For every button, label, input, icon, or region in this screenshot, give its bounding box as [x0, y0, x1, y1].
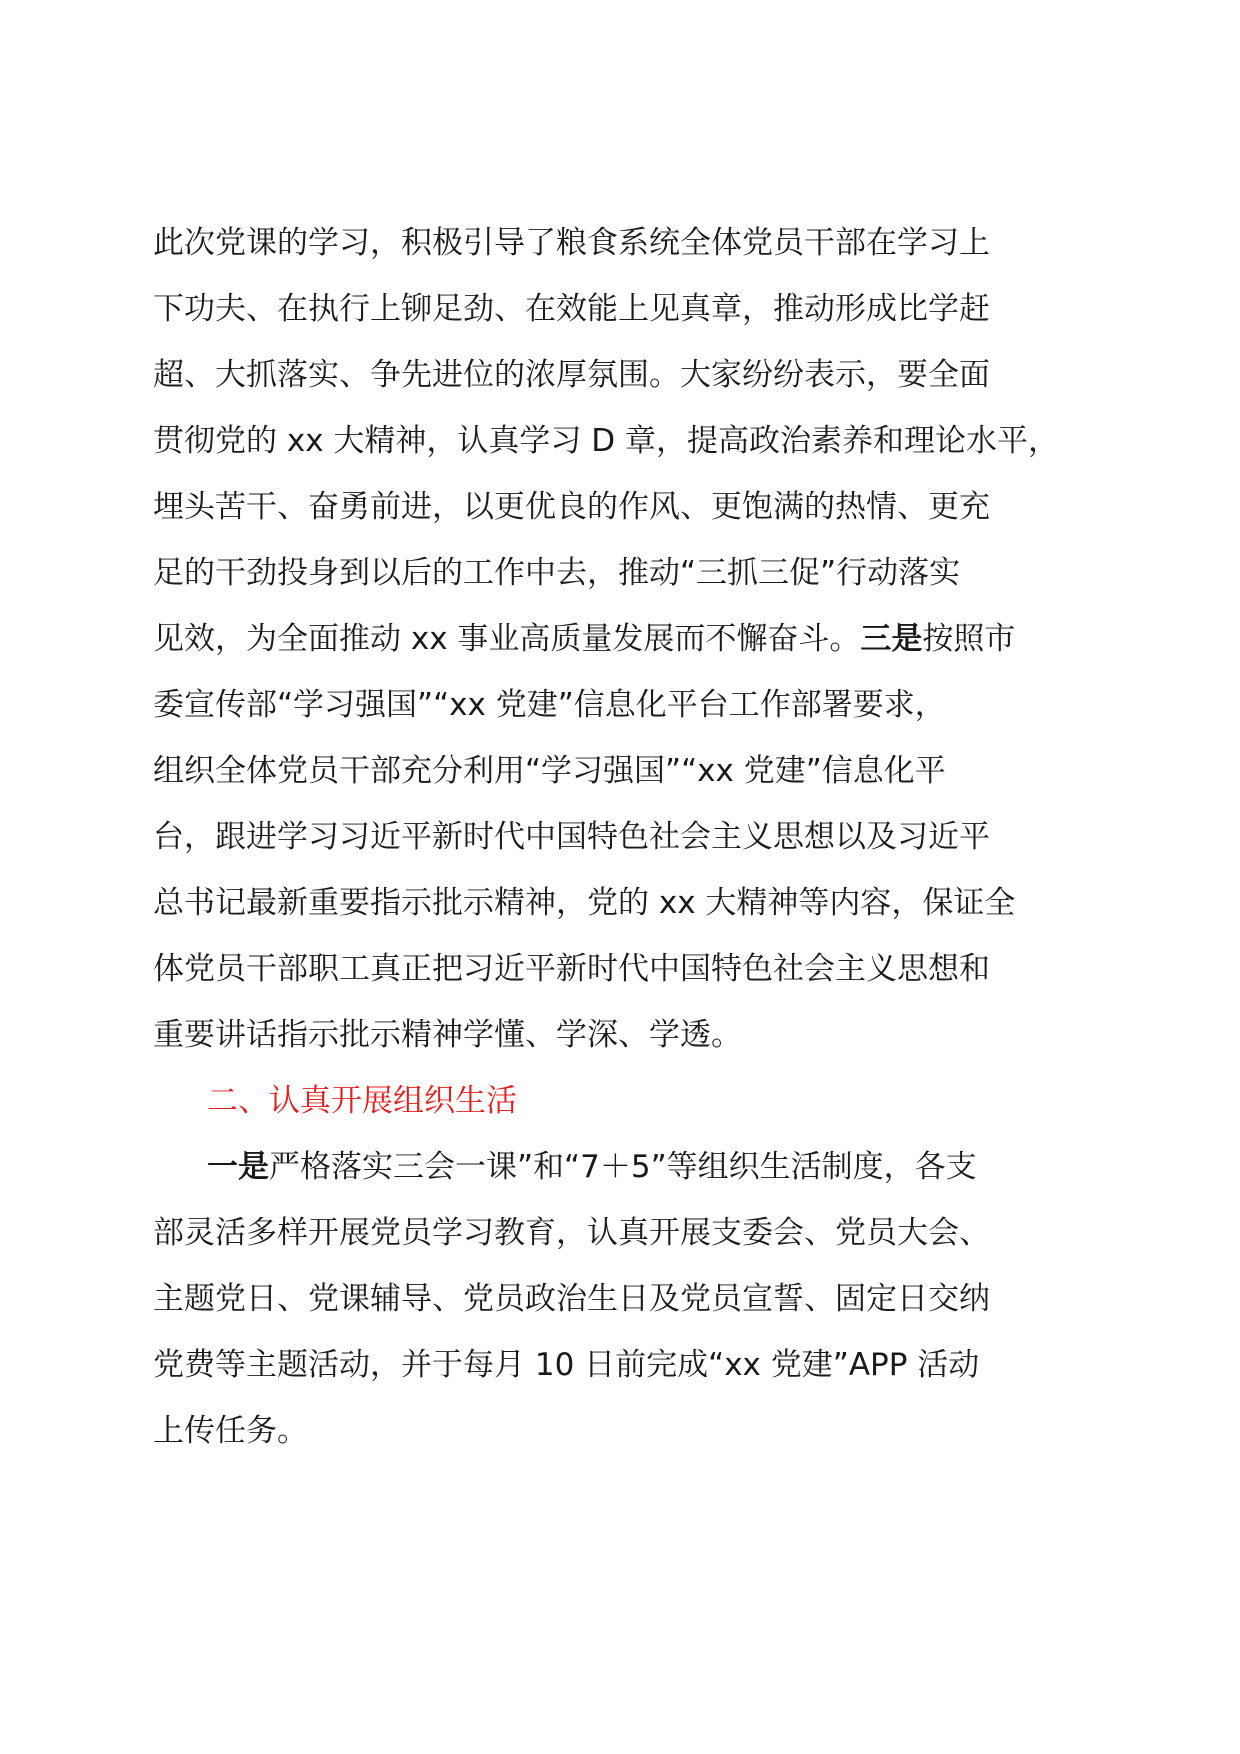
paragraph-line: 足的干劲投身到以后的工作中去，推动“三抓三促”行动落实 [153, 555, 961, 591]
paragraph-line: 埋头苦干、奋勇前进，以更优良的作风、更饱满的热情、更充 [153, 489, 990, 525]
paragraph-line: 超、大抓落实、争先进位的浓厚氛围。大家纷纷表示，要全面 [153, 357, 990, 393]
bold-lead-label: 三是 [860, 621, 923, 657]
paragraph-line: 部灵活多样开展党员学习教育，认真开展支委会、党员大会、 [153, 1215, 990, 1251]
paragraph-line: 下功夫、在执行上铆足劲、在效能上见真章，推动形成比学赶 [153, 291, 990, 327]
paragraph-text: 见效，为全面推动 xx 事业高质量发展而不懈奋斗。 [153, 621, 861, 657]
paragraph-text: 按照市 [922, 621, 1016, 657]
paragraph-line-mixed [153, 1134, 1113, 1200]
bold-lead-label: 一是 [207, 1149, 269, 1185]
paragraph-line: 体党员干部职工真正把习近平新时代中国特色社会主义思想和 [153, 951, 990, 987]
paragraph-line: 台，跟进学习习近平新时代中国特色社会主义思想以及习近平 [153, 819, 990, 855]
paragraph-line: 党费等主题活动，并于每月 10 日前完成“xx 党建”APP 活动 [153, 1347, 980, 1383]
paragraph-line: 组织全体党员干部充分利用“学习强国”“xx 党建”信息化平 [153, 753, 946, 789]
section-heading: 二、认真开展组织生活 [207, 1083, 517, 1119]
paragraph-line: 贯彻党的 xx 大精神，认真学习 D 章，提高政治素养和理论水平， [153, 423, 1059, 459]
paragraph-line: 上传任务。 [153, 1413, 308, 1449]
paragraph-line: 委宣传部“学习强国”“xx 党建”信息化平台工作部署要求， [153, 687, 946, 723]
document-body [153, 210, 1113, 1464]
paragraph-line-mixed [153, 606, 1113, 672]
paragraph-line: 重要讲话指示批示精神学懂、学深、学透。 [153, 1017, 742, 1053]
paragraph-text: 严格落实三会一课”和“7＋5”等组织生活制度，各支 [269, 1149, 977, 1185]
paragraph-line: 此次党课的学习，积极引导了粮食系统全体党员干部在学习上 [153, 225, 990, 261]
paragraph-line: 主题党日、党课辅导、党员政治生日及党员宣誓、固定日交纳 [153, 1281, 990, 1317]
paragraph-line: 总书记最新重要指示批示精神，党的 xx 大精神等内容，保证全 [153, 885, 1016, 921]
